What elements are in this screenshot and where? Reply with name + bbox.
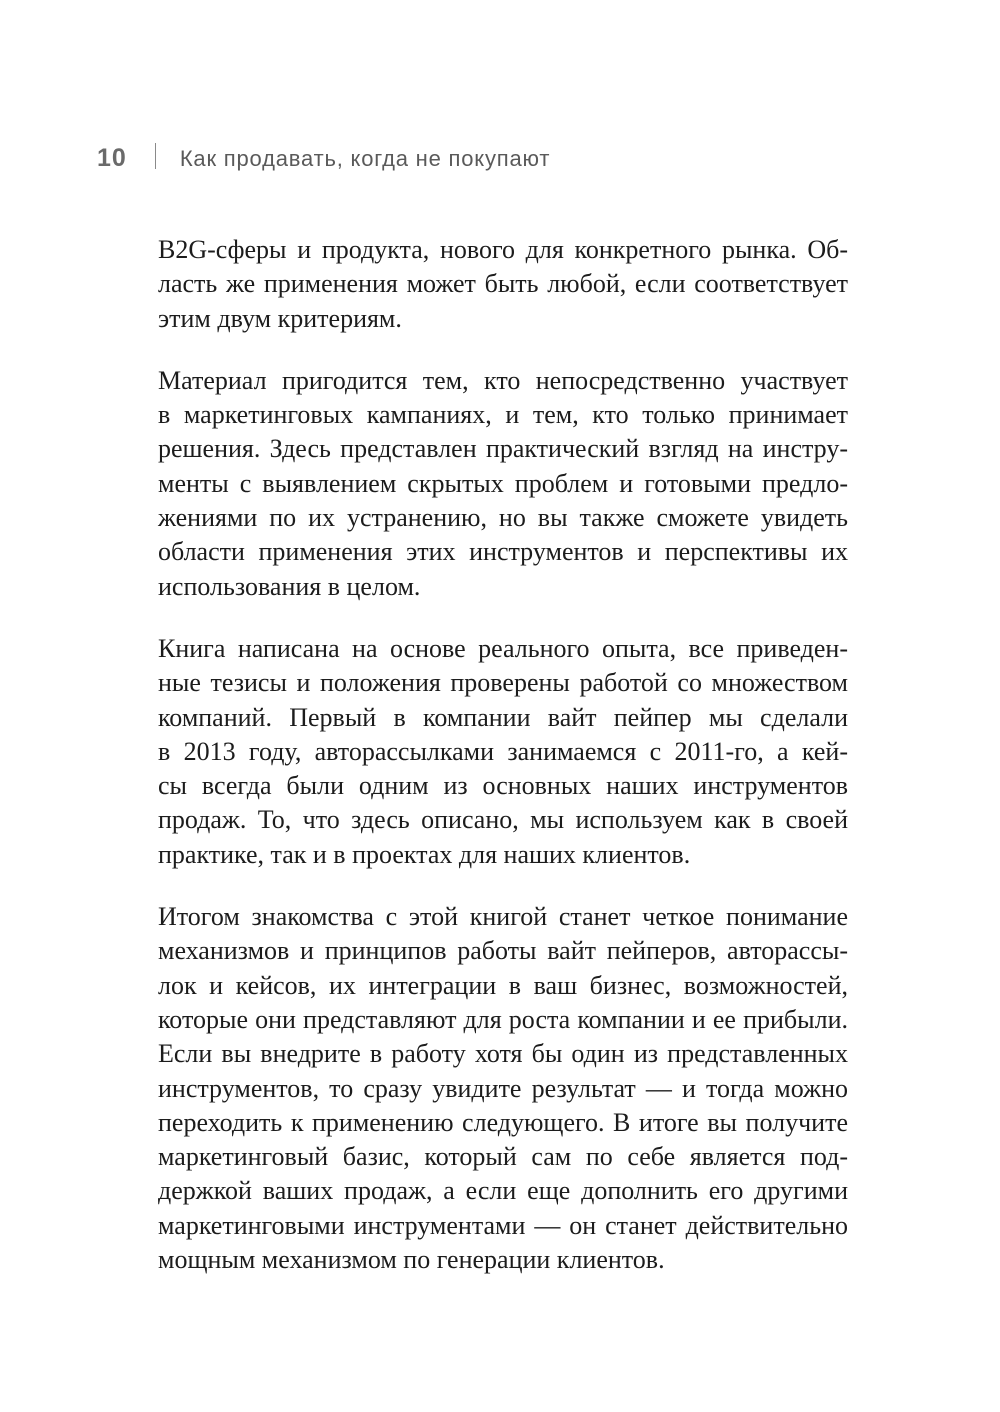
- text-line: продаж. То, что здесь описано, мы используем как в своей: [158, 805, 848, 835]
- text-line: менты с выявлением скрытых проблем и готовыми предло-: [158, 468, 848, 498]
- text-line: переходить к применению следующего. В итоге вы получите: [158, 1107, 848, 1137]
- paragraph: [158, 900, 848, 1277]
- text-line: ные тезисы и положения проверены работой со множеством: [158, 668, 848, 698]
- text-line: в маркетинговых кампаниях, и тем, кто только принимает: [158, 400, 848, 430]
- running-head: [97, 140, 550, 173]
- text-line: маркетинговый базис, который сам по себе является под-: [158, 1142, 848, 1172]
- text-line: сы всегда были одним из основных наших инструментов: [158, 771, 848, 801]
- paragraph: [158, 632, 848, 872]
- text-line: инструментов, то сразу увидите результат — и тогда можно: [158, 1073, 848, 1103]
- paragraph: [158, 233, 848, 336]
- text-line: области применения этих инструментов и перспективы их: [158, 537, 848, 567]
- book-title: Как продавать, когда не покупают: [179, 146, 551, 171]
- text-line: ласть же применения может быть любой, если соответствует: [158, 269, 848, 299]
- text-line: Книга написана на основе реального опыта, все приведен-: [158, 633, 848, 663]
- text-line: Материал пригодится тем, кто непосредственно участвует: [158, 365, 848, 395]
- text-line: Итогом знакомства с этой книгой станет четкое понимание: [158, 902, 848, 932]
- text-line: лок и кейсов, их интеграции в ваш бизнес, возможностей,: [158, 970, 848, 1000]
- body-text: [158, 233, 848, 1277]
- text-line: решения. Здесь представлен практический взгляд на инстру-: [158, 434, 848, 464]
- text-line: в 2013 году, авторассылками занимаемся с 2011-го, а кей-: [158, 736, 848, 766]
- text-line: держкой ваших продаж, а если еще дополнить его другими: [158, 1176, 848, 1206]
- page-number: 10: [97, 144, 127, 172]
- text-line: механизмов и принципов работы вайт пейперов, авторассы-: [158, 936, 848, 966]
- text-line: этим двум критериям.: [158, 303, 402, 333]
- paragraph: [158, 364, 848, 604]
- text-line: которые они представляют для роста компании и ее прибыли.: [158, 1004, 848, 1034]
- header-divider: [155, 143, 156, 169]
- text-line: Если вы внедрите в работу хотя бы один из представленных: [158, 1039, 848, 1069]
- text-line: жениями по их устранению, но вы также сможете увидеть: [158, 503, 848, 533]
- text-line: использования в целом.: [158, 571, 421, 601]
- text-line: практике, так и в проектах для наших клиентов.: [158, 839, 691, 869]
- text-line: мощным механизмом по генерации клиентов.: [158, 1245, 665, 1275]
- text-line: маркетинговыми инструментами — он станет действительно: [158, 1210, 848, 1240]
- text-line: компаний. Первый в компании вайт пейпер мы сделали: [158, 702, 848, 732]
- text-line: B2G-сферы и продукта, нового для конкретного рынка. Об-: [158, 235, 848, 264]
